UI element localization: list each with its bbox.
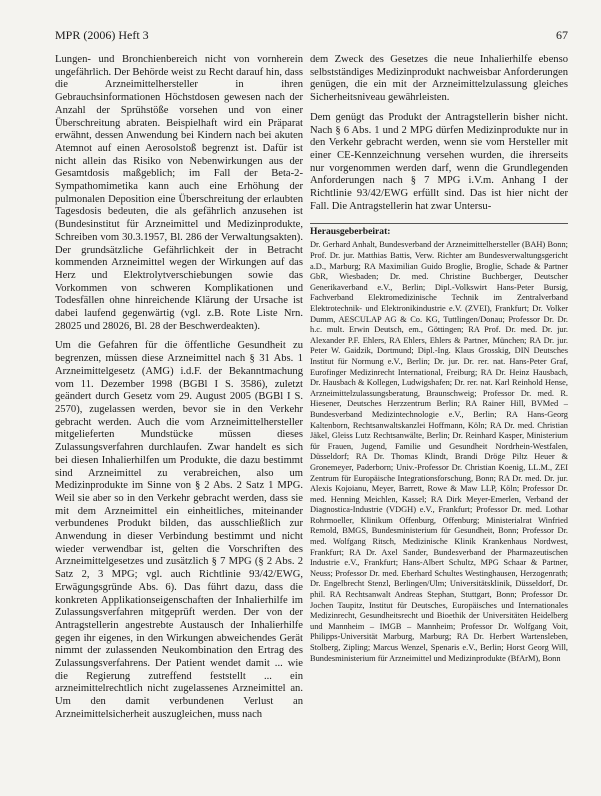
page-header xyxy=(55,28,568,44)
journal-issue: MPR (2006) Heft 3 xyxy=(55,28,149,42)
body-paragraph: Um die Gefahren für die öffentliche Gesundheit zu begrenzen, müssen diese Arzneimittel nach § 31 Abs. 1 Arzneimittelgesetz (AMG) i.d.F. der Bekanntmachung vom 11. Dezember 1998 (BGBl I S. 3586), zuletzt geändert durch Gesetz vom 29. August 2005 (BGBl I S. 2570), zugelassen werden, bevor sie in den Verkehr gebracht werden. Auch die vom Arzneimittelhersteller mitgelieferten Mundstücke müssen dieses Zulassungsverfahren durchlaufen. Zwar handelt es sich bei diesen Inhalierhilfen um Produkte, die dazu bestimmt sind Arzneimittel zu verabreichen, also um Medizinprodukte im Sinne von § 2 Abs. 2 Satz 1 MPG. Weil sie aber so in den Verkehr gebracht werden, dass sie mit dem Arzneimittel ein einheitliches, miteinander verbundenes Produkt bilden, das ausschließlich zur Anwendung in dieser Verbindung bestimmt und nicht wieder verwendbar ist, gelten die Vorschriften des Arzneimittelgesetzes und zusätzlich § 7 MPG (§ 2 Abs. 2 Satz 2, 3 MPG; vgl. auch Richtlinie 93/42/EWG, Erwägungsgründe Abs. 6). Das führt dazu, dass die konkreten Applikationseigenschaften der Inhalierhilfe im Zulassungsverfahren mitgeprüft werden. Der von der Antragstellerin angestrebte Austausch der Inhalierhilfe gegen ihr eigenes, in den Wirkungen abweichendes Gerät nimmt der zulassenden Neukombination den Ertrag des Zulassungsverfahrens. Der Patient wendet damit ... wie die Regierung zutreffend feststellt ... ein arzneimittelrechtlich nicht zugelassenes Arzneimittel an. Um den damit verbundenen Verlust an Arzneimittelsicherheit auszugleichen, muss nach xyxy=(55,340,303,720)
right-column xyxy=(310,54,568,664)
editorial-board-title: Herausgeberbeirat: xyxy=(310,226,391,238)
page-number: 67 xyxy=(556,28,568,42)
body-paragraph: dem Zweck des Gesetzes die neue Inhalierhilfe ebenso selbstständiges Medizinprodukt nachweisbar Anforderungen genügen, die ein mit der Arzneimittelzulassung gleiches Sicherheitsniveau gewährleisten. xyxy=(310,54,568,104)
body-paragraph: Lungen- und Bronchienbereich nicht von vornherein ungefährlich. Der Behörde weist zu Recht darauf hin, dass die Arzneimittelhersteller in ihren Gebrauchsinformationen Höchstdosen gewesen nach der Anzahl der Sprühstöße vorsehen und von einer Überschreitung abraten. Beispielhaft wird ein Präparat erwähnt, dessen Anwendung bei Kindern nach bei akuten Atemnot auf einen Aerosolstoß begrenzt ist. Dafür ist nicht allein das Risiko von Nebenwirkungen aus der Gesamtdosis maßgeblich; im Fall der Beta-2-Sympathomimetika kann auch eine Erhöhung der pulmonalen Deposition eine Überschreitung der erlaubten Tagesdosis bedeuten, die als gefährlich anzusehen ist (Bundesinstitut für Arzneimittel und Medizinprodukte, Schreiben vom 30.3.1957, Bl. 286 der Verwaltungsakten). Der grundsätzliche Gefährlichkeit der in Betracht kommenden Arzneimittel wegen der Wirkungen auf das Herz und Elektrolytverschiebungen sowie das Vorkommen von schweren Komplikationen und Todesfällen ohne hinreichende Klärung der Ursache ist dabei laufend gegenwärtig (vgl. z.B. Rote Liste Nrn. 28025 und 28026, Bl. 28 der Beschwerdeakten). xyxy=(55,54,303,332)
editorial-board-list: Dr. Gerhard Anhalt, Bundesverband der Arzneimittelhersteller (BAH) Bonn; Prof. Dr. jur. Matthias Battis, Verw. Richter am Bundesverwaltungsgericht a.D., Marburg; RA Maximilian Guido Broglie, Broglie, Schade & Partner GbR, Wiesbaden; Dr. med. Christine Buchberger, Deutscher Generikaverband e.V., Berlin; Dipl.-Volkswirt Hans-Peter Bursig, Fachverband Elektromedizinische Technik im Zentralverband Elektrotechnik- und Elektronikindustrie e.V. (ZVEI), Frankfurt; Dr. Volker Dumm, AESCULAP AG & Co. KG, Tuttlingen/Donau; Professor Dr. Dr. h.c. mult. Erwin Deutsch, em., Göttingen; RA Prof. Dr. med. Dr. jur. Alexander P.F. Ehlers, RA Ehlers, Ehlers & Partner, München; RA Dr. jur. Peter W. Gaidzik, Dortmund; Dipl.-Ing. Klaus Grosskig, DIN Deutsches Institut für Normung e.V., Berlin; Dr. jur. Dr. rer. nat. Hans-Peter Graf, Eurofinger Medizinrecht International, Freiburg; RA Dr. Heinz Hausbach, Dr. Hausbach & Kollegen, Ludwigshafen; Dr. rer. nat. Karl Reinhold Hense, Arzneimittelzulassungsberatung, Braunschweig; Professor Dr. med. R. Hiesener, Deutsches Herzzentrum Berlin; RA Rainer Hill, BVMed – Bundesverband Medizintechnologie e.V., Berlin; RA Hans-Georg Kaltenborn, Rechtsanwaltskanzlei Hoffmann, Köln; RA Dr. med. Christian Jäkel, Gleiss Lutz Rechtsanwälte, Berlin; Dr. Reinhard Kasper, Ministerium für Frauen, Jugend, Familie und Gesundheit Nordrhein-Westfalen, Düsseldorf; RA Dr. Thomas Klindt, Brandi Dröge Piltz Heuer & Gronemeyer, Paderborn; Univ.-Professor Dr. Christian Koenig, LL.M., ZEI Zentrum für Europäische Integrationsforschung, Bonn; RA Dr. med. Dr. jur. Alexis Kojoianu, Meyer, Barrett, Rowe & Maw LLP, Köln; Professor Dr. med. Henning Meichlen, Kassel; RA Dirk Meyer-Emerlen, Verband der Diagnostica-Industrie (VDGH) e.V., Frankfurt; Professor Dr. med. Lothar Rohrmoeller, Klinikum Offenburg, Offenburg; Ministerialrat Winfried Remold, BMGS, Bundesministerium für Gesundheit, Bonn; Professor Dr. med. Wolfgang Ritsch, Medizinische Klinik Krankenhaus Nordwest, Frankfurt; RA Dr. Axel Sander, Bundesverband der Pharmazeutischen Industrie e.V., Frankfurt; Hans-Albert Schultz, MPG Schaar & Partner, Neuss; Professor Dr. med. Eberhard Schultes Westinghausen, Herzogenrath; Dr. Engelbrecht Stenzl, Berlingen/Ulm; Universitätsklinik, Düsseldorf, Dr. phil. RA Rechtsanwalt Andreas Stephan, Stuttgart, Bonn; Professor Dr. Jochen Taupitz, Institut für Deutsches, Europäisches und Internationales Medizinrecht, Gesundheitsrecht und Bioethik der Universitäten Heidelberg und Mannheim – IMGB – Mannheim; Professor Dr. Wolfgang Voit, Philipps-Universität Marburg, Marburg; RA Dr. Herbert Wartensleben, Stolberg, Zipling; Marcus Wenzel, Spenaris e.V., Berlin; Horst Georg Will, Bundesministerium für Arzneimittel und Medizinprodukte (BfArM), Bonn xyxy=(310,240,568,663)
left-column xyxy=(55,54,303,729)
editorial-board-box xyxy=(310,223,568,664)
body-paragraph: Dem genügt das Produkt der Antragstellerin bisher nicht. Nach § 6 Abs. 1 und 2 MPG dürfen Medizinprodukte nur in den Verkehr gebracht werden, wenn sie vom Hersteller mit einer CE-Kennzeichnung versehen wurden, die ihrerseits nur vorgenommen werden darf, wenn die Grundlegenden Anforderungen nach § 7 MPG i.V.m. Anhang I der Richtlinie 93/42/EWG erfüllt sind. Das ist hier nicht der Fall. Die Antragstellerin hat zwar Untersu- xyxy=(310,111,568,212)
